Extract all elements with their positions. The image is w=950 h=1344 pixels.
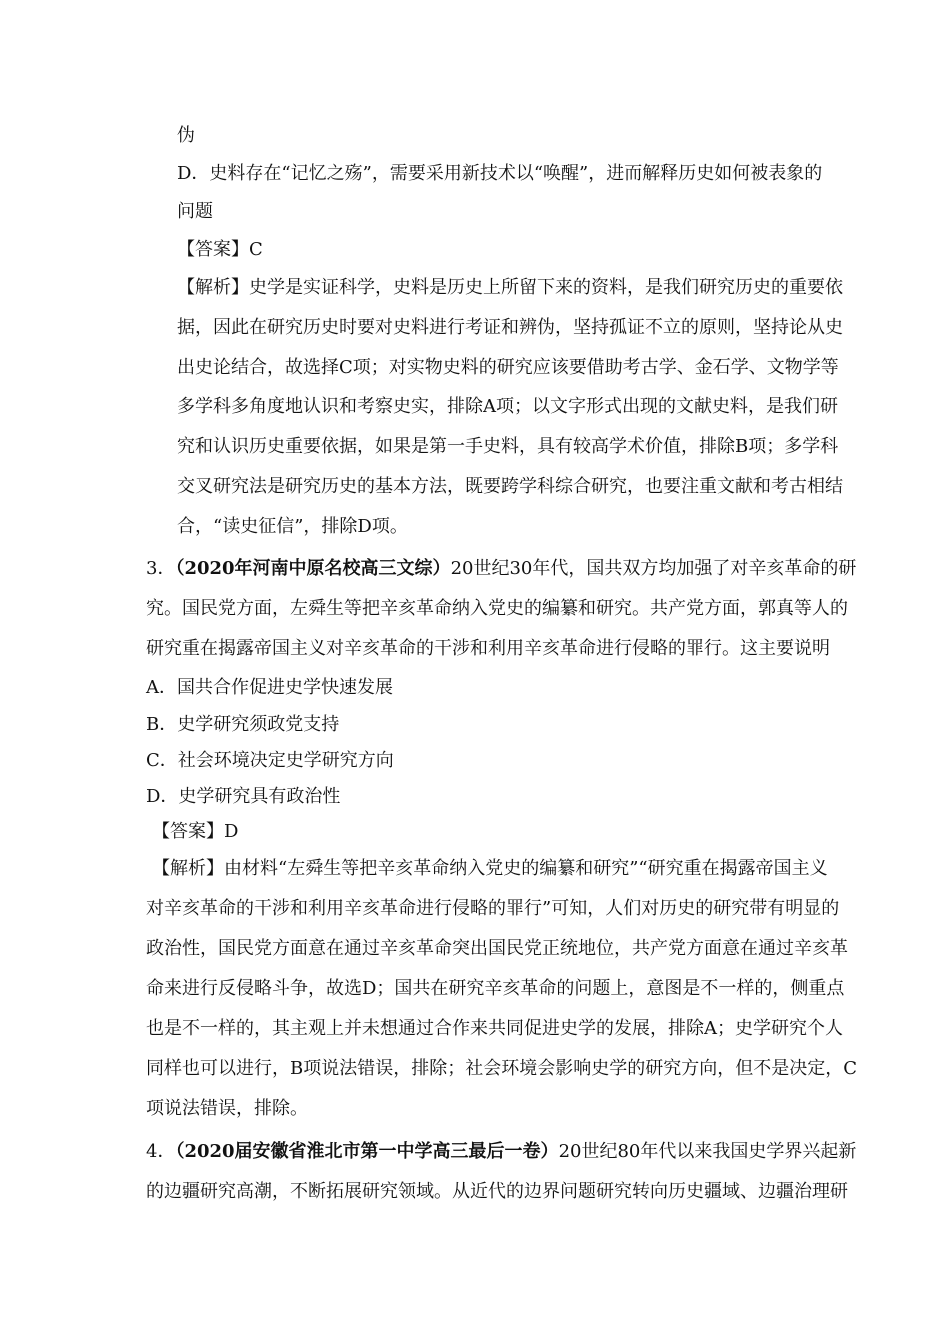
prev-analysis-line-0 <box>177 276 843 300</box>
analysis-text: 史学是实证科学，史料是历史上所留下来的资料，是我们研究历史的重要依 <box>249 277 843 298</box>
option-d-line1: D．史料存在“记忆之殇”，需要采用新技术以“唤醒”，进而解释历史如何被表象的 <box>177 163 823 184</box>
q4-stem-line-1: 的边疆研究高潮，不断拓展研究领域。从近代的边界问题研究转向历史疆域、边疆治理研 <box>146 1181 848 1202</box>
q3-analysis-line-3: 命来进行反侵略斗争，故选D；国共在研究辛亥革命的问题上，意图是不一样的，侧重点 <box>146 978 845 999</box>
q3-option-b: B．史学研究须政党支持 <box>146 714 340 735</box>
prev-answer <box>177 238 263 262</box>
prev-analysis-line-3: 多学科多角度地认识和考察史实，排除A项；以文字形式出现的文献史料，是我们研 <box>177 396 838 417</box>
q3-number: 3． <box>146 558 176 579</box>
q3-analysis-line-2: 政治性，国民党方面意在通过辛亥革命突出国民党正统地位，共产党方面意在通过辛亥革 <box>146 938 848 959</box>
q4-source: （2020届安徽省淮北市第一中学高三最后一卷） <box>175 1141 559 1162</box>
q3-stem-line-0 <box>146 557 856 581</box>
q3-stem-line-1: 究。国民党方面，左舜生等把辛亥革命纳入党史的编纂和研究。共产党方面，郭真等人的 <box>146 598 848 619</box>
q3-option-d: D．史学研究具有政治性 <box>146 786 341 807</box>
q3-analysis-line-6: 项说法错误，排除。 <box>146 1098 308 1119</box>
q3-source: （2020年河南中原名校高三文综） <box>175 558 451 579</box>
answer-value: D <box>224 821 239 842</box>
answer-label: 【答案】 <box>152 821 224 842</box>
q3-stem-line-2: 研究重在揭露帝国主义对辛亥革命的干涉和利用辛亥革命进行侵略的罪行。这主要说明 <box>146 638 830 659</box>
analysis-text: 由材料“左舜生等把辛亥革命纳入党史的编纂和研究”“研究重在揭露帝国主义 <box>224 858 828 879</box>
analysis-label: 【解析】 <box>152 858 224 879</box>
q3-answer <box>152 820 238 844</box>
q3-option-a: A．国共合作促进史学快速发展 <box>146 677 393 698</box>
q3-option-c: C．社会环境决定史学研究方向 <box>146 750 394 771</box>
q4-stem-text: 20世纪80年代以来我国史学界兴起新 <box>558 1141 857 1162</box>
answer-value: C <box>249 239 263 260</box>
q3-analysis-line-5: 同样也可以进行，B项说法错误，排除；社会环境会影响史学的研究方向，但不是决定，C <box>146 1058 857 1079</box>
q4-number: 4． <box>146 1141 176 1162</box>
q3-analysis-line-4: 也是不一样的，其主观上并未想通过合作来共同促进史学的发展，排除A；史学研究个人 <box>146 1018 843 1039</box>
q3-stem-text: 20世纪30年代，国共双方均加强了对辛亥革命的研 <box>450 558 857 579</box>
prev-analysis-line-5: 交叉研究法是研究历史的基本方法，既要跨学科综合研究，也要注重文献和考古相结 <box>177 476 843 497</box>
q4-stem-line-0 <box>146 1140 856 1164</box>
prev-analysis-line-1: 据，因此在研究历史时要对史料进行考证和辨伪，坚持孤证不立的原则，坚持论从史 <box>177 317 843 338</box>
analysis-label: 【解析】 <box>177 277 249 298</box>
prev-analysis-line-6: 合，“读史征信”，排除D项。 <box>177 516 408 537</box>
option-d-line2: 问题 <box>177 201 213 222</box>
answer-label: 【答案】 <box>177 239 249 260</box>
q3-analysis-line-0 <box>152 857 828 881</box>
prev-analysis-line-2: 出史论结合，故选择C项；对实物史料的研究应该要借助考古学、金石学、文物学等 <box>177 357 839 378</box>
option-c-tail: 伪 <box>177 125 195 146</box>
prev-analysis-line-4: 究和认识历史重要依据，如果是第一手史料，具有较高学术价值，排除B项；多学科 <box>177 436 839 457</box>
q3-analysis-line-1: 对辛亥革命的干涉和利用辛亥革命进行侵略的罪行”可知，人们对历史的研究带有明显的 <box>146 898 840 919</box>
